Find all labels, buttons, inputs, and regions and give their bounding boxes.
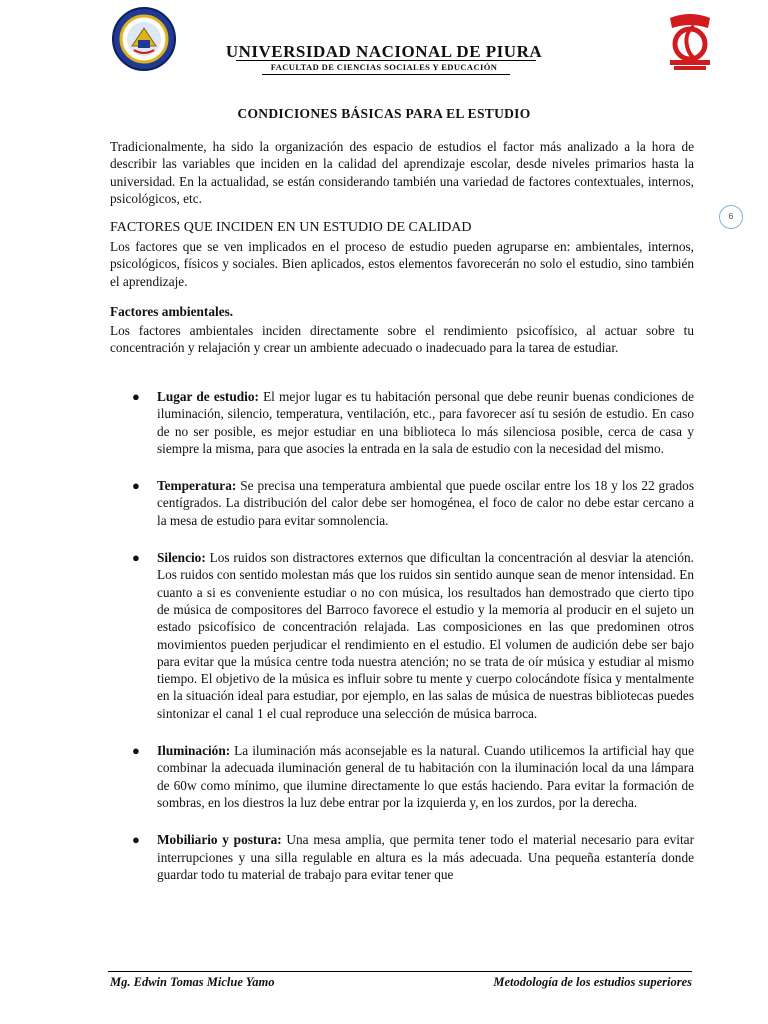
header-rule xyxy=(236,60,536,61)
section-heading-factores: FACTORES QUE INCIDEN EN UN ESTUDIO DE CALIDAD xyxy=(110,220,472,235)
list-item-term: Temperatura: xyxy=(157,478,237,494)
intro-paragraph: Tradicionalmente, ha sido la organización des espacio de estudios el factor más analizado a la hora de describir las variables que inciden en la calidad del aprendizaje escolar, desde niveles primarios hasta la universidad. En la actualidad, se están considerando también una variedad de factores contextuales, internos, psicológicos, etc. xyxy=(110,139,694,206)
list-item xyxy=(110,477,694,529)
footer-rule xyxy=(108,971,692,972)
footer-course: Metodología de los estudios superiores xyxy=(493,975,692,989)
faculty-name: FACULTAD DE CIENCIAS SOCIALES Y EDUCACIÓN xyxy=(270,62,498,72)
university-name: UNIVERSIDAD NACIONAL DE PIURA xyxy=(225,42,543,61)
list-item-text: Se precisa una temperatura ambiental que puede oscilar entre los 18 y los 22 grados centígrados. La distribución del calor debe ser homogénea, el foco de calor no debe estar cercano a la mesa de estudio para evitar somnolencia. xyxy=(157,478,694,528)
bullet-icon: ● xyxy=(132,550,140,566)
list-item-text: El mejor lugar es tu habitación personal que debe reunir buenas condiciones de iluminación, silencio, temperatura, ventilación, etc., para favorecer así tu sesión de estudio. En caso de no ser posible, es mejor estudiar en una biblioteca lo más silenciosa posible, cerca de casa y siempre la misma, para que asocies la entrada en la sala de estudio con la necesidad del mismo. xyxy=(157,389,695,456)
page-title: CONDICIONES BÁSICAS PARA EL ESTUDIO xyxy=(237,106,531,121)
list-item-text: Una mesa amplia, que permita tener todo el material necesario para evitar interrupciones y una silla regulable en altura es la más adecuada. Una pequeña estantería donde guardar todo tu material de trabajo para evitar tener que xyxy=(157,832,694,882)
page-bottom-margin xyxy=(0,938,768,966)
list-item-term: Iluminación: xyxy=(157,743,231,759)
factor-list xyxy=(110,388,694,903)
page-number-badge[interactable]: 6 xyxy=(719,205,743,229)
bullet-icon: ● xyxy=(132,743,140,759)
bullet-icon: ● xyxy=(132,389,140,404)
list-item xyxy=(110,742,694,811)
list-item xyxy=(110,831,694,883)
list-item-term: Silencio: xyxy=(157,550,206,566)
header-rule-lower xyxy=(262,74,510,75)
list-item xyxy=(110,549,694,722)
bullet-icon: ● xyxy=(132,832,140,848)
list-item xyxy=(110,388,694,457)
list-item-text: Los ruidos son distractores externos que dificultan la concentración al desviar la atención. Los ruidos con sentido molestan más que los ruidos sin sentido aunque sean de menor intensidad. En cuanto a si es conveniente estudiar o no con música, los resultados han demostrado que cierto tipo de música de compositores del Barroco favorece el estudio y la memoria al producir en el sujeto un estado psicofísico de concentración relajada. Las composiciones en las que predominen otros movimientos pueden perjudicar el rendimiento en el estudio. El volumen de audición debe ser bajo para evitar que la música centre toda nuestra atención; no se trata de oír música y estudiar al mismo tiempo. El objetivo de la música es influir sobre tu mente y cuerpo colocándote física y mentalmente en la situación ideal para estudiar, por ejemplo, en las salas de música de nuestras bibliotecas puedes sintonizar el canal 1 el cual reproduce una selección de música barroca. xyxy=(157,550,694,721)
list-item-term: Lugar de estudio: xyxy=(157,389,259,404)
list-item-term: Mobiliario y postura: xyxy=(157,832,282,848)
ambientales-paragraph: Los factores ambientales inciden directamente sobre el rendimiento psicofísico, al actuar sobre tu concentración y relajación y crear un ambiente adecuado o inadecuado para la tarea de estudiar. xyxy=(110,323,694,356)
footer-author: Mg. Edwin Tomas Miclue Yamo xyxy=(110,975,275,989)
bullet-icon: ● xyxy=(132,478,140,494)
list-item-text: La iluminación más aconsejable es la natural. Cuando utilicemos la artificial hay que combinar la adecuada iluminación general de tu habitación con la iluminación local da una lámpara de 60w como mínimo, que ilumine directamente lo que estás haciendo. Para evitar la formación de sombras, en los diestros la luz debe entrar por la izquierda y, en los zurdos, por la derecha. xyxy=(157,743,694,810)
subheading-ambientales: Factores ambientales. xyxy=(110,304,234,319)
section-factores-text: Los factores que se ven implicados en el proceso de estudio pueden agruparse en: ambientales, internos, psicológicos, físicos y sociales. Bien aplicados, estos elementos favorecerán no solo el estudio, sino también el aprendizaje. xyxy=(110,239,694,289)
